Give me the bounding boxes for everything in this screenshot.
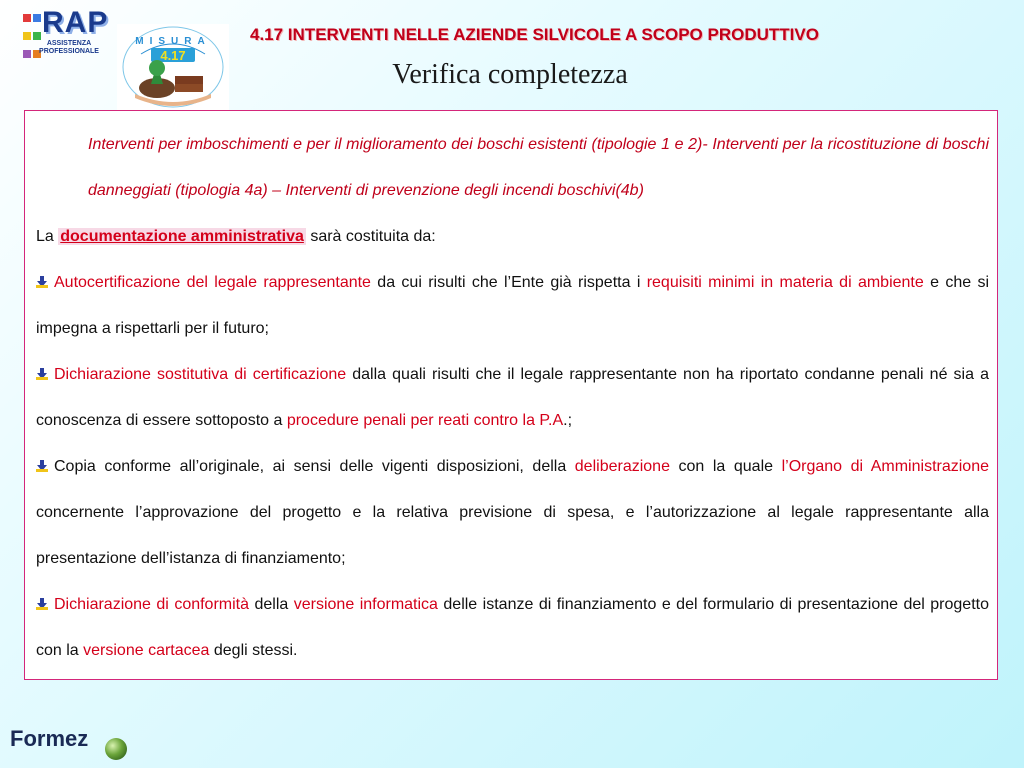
item-1-red-c: requisiti minimi in materia di ambiente (646, 274, 924, 291)
list-item (36, 582, 989, 674)
item-3-red-d: l’Organo di Amministrazione (781, 458, 989, 475)
doc-suffix: sarà costituita da: (305, 228, 436, 245)
globe-icon (105, 738, 127, 760)
list-item (36, 444, 989, 582)
item-2-text-b: dalla quali risulti che il legale rappresentante non ha riportato condanne penali né sia a conoscenza di essere sottoposto a (36, 366, 989, 429)
intro-paragraph: Interventi per imboschimenti e per il miglioramento dei boschi esistenti (tipologie 1 e 2)- Interventi per la ricostituzione di boschi danneggiati (tipologia 4a) – Interventi di prevenzione degli incendi boschivi(4b) (88, 136, 989, 199)
doc-paragraph (36, 214, 989, 260)
formez-logo (10, 720, 130, 766)
item-1-text-d: e che si impegna a rispettarli per il futuro; (36, 274, 990, 337)
item-4-text-f: degli stessi. (209, 642, 298, 659)
rap-logo-text: RAP (42, 6, 109, 39)
misura-logo-graphic (117, 24, 229, 110)
content-body (36, 122, 989, 674)
page-title: Verifica completezza (392, 59, 628, 90)
down-arrow-bullet-icon (36, 598, 48, 610)
down-arrow-bullet-icon (36, 276, 48, 288)
down-arrow-bullet-icon (36, 368, 48, 380)
documentazione-amministrativa-link[interactable]: documentazione amministrativa (60, 228, 304, 245)
item-1-text-b: da cui risulti che l’Ente già rispetta i (370, 274, 647, 291)
misura-logo-text: MISURA (135, 36, 211, 47)
item-3-text-a: Copia conforme all’originale, ai sensi delle vigenti disposizioni, della (54, 458, 575, 475)
item-2-text-d: .; (563, 412, 573, 429)
item-4-red-a: Dichiarazione di conformità (54, 596, 250, 613)
item-3-text-e: concernente l’approvazione del progetto e la relativa previsione di spesa, e l’autorizzazione al legale rappresentante alla presentazione dell’istanza di finanziamento; (36, 504, 989, 567)
misura-logo (117, 24, 229, 110)
item-4-red-e: versione cartacea (83, 642, 210, 659)
item-4-text-b: della (249, 596, 294, 613)
rap-logo (22, 4, 108, 62)
list-item (36, 352, 989, 444)
misura-logo-number: 4.17 (160, 48, 186, 63)
item-2-red-a: Dichiarazione sostitutiva di certificazione (54, 366, 347, 383)
doc-prefix: La (36, 228, 59, 245)
item-3-text-c: con la quale (669, 458, 782, 475)
header-title: 4.17 INTERVENTI NELLE AZIENDE SILVICOLE A SCOPO PRODUTTIVO (250, 25, 819, 44)
down-arrow-bullet-icon (36, 460, 48, 472)
item-1-red-a: Autocertificazione del legale rappresentante (54, 274, 371, 291)
formez-logo-text: Formez (10, 726, 89, 751)
list-item (36, 260, 989, 352)
item-4-red-c: versione informatica (293, 596, 438, 613)
rap-logo-subtext: ASSISTENZA PROFESSIONALE (39, 40, 99, 55)
item-3-red-b: deliberazione (574, 458, 670, 475)
item-4-text-d: delle istanze di finanziamento e del formulario di presentazione del progetto con la (36, 596, 989, 659)
item-2-red-c: procedure penali per reati contro la P.A (286, 412, 564, 429)
